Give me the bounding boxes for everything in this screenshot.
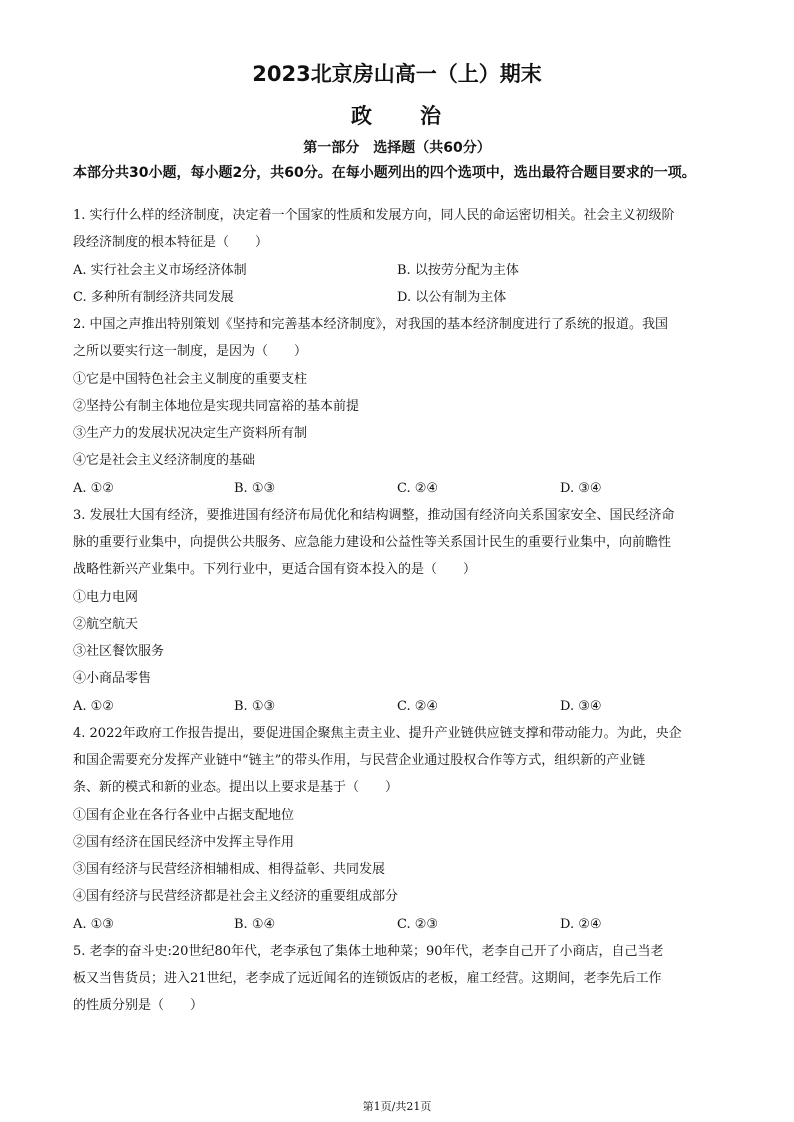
question-2-option-b: B. ①③ bbox=[234, 481, 276, 496]
question-3-line-2: 脉的重要行业集中，向提供公共服务、应急能力建设和公益性等关系国计民生的重要行业集中，向前瞻性 bbox=[73, 535, 672, 550]
question-3-option-a: A. ①② bbox=[73, 699, 114, 714]
question-2-option-c: C. ②④ bbox=[397, 481, 439, 496]
question-2-option-d: D. ③④ bbox=[560, 481, 602, 496]
question-1-option-b: B. 以按劳分配为主体 bbox=[397, 263, 519, 278]
question-4-option-a: A. ①③ bbox=[73, 917, 114, 932]
question-1-option-a: A. 实行社会主义市场经济体制 bbox=[73, 263, 247, 278]
question-4-line-1: 4. 2022年政府工作报告提出，要促进国企聚焦主责主业、提升产业链供应链支撑和带动能力。为此，央企 bbox=[73, 726, 682, 741]
question-1-option-d: D. 以公有制为主体 bbox=[397, 290, 507, 305]
question-4-line-2: 和国企需要充分发挥产业链中“链主”的带头作用，与民营企业通过股权合作等方式，组织新的产业链 bbox=[73, 753, 646, 768]
question-4-option-c: C. ②③ bbox=[397, 917, 439, 932]
question-3-line-3: 战略性新兴产业集中。下列行业中，更适合国有资本投入的是（ ） bbox=[73, 562, 477, 577]
question-1-line-1: 1. 实行什么样的经济制度，决定着一个国家的性质和发展方向，同人民的命运密切相关。社会主义初级阶 bbox=[73, 208, 675, 223]
question-4-option-b: B. ①④ bbox=[234, 917, 276, 932]
question-1-option-c: C. 多种所有制经济共同发展 bbox=[73, 290, 234, 305]
question-3-line-1: 3. 发展壮大国有经济，要推进国有经济布局优化和结构调整，推动国有经济向关系国家安全、国民经济命 bbox=[73, 508, 675, 523]
question-3-option-b: B. ①③ bbox=[234, 699, 276, 714]
question-2-line-1: 2. 中国之声推出特别策划《坚持和完善基本经济制度》，对我国的基本经济制度进行了系统的报道。我国 bbox=[73, 317, 669, 332]
question-5-line-3: 的性质分别是（ ） bbox=[73, 998, 204, 1013]
question-2-statement-1: ①它是中国特色社会主义制度的重要支柱 bbox=[73, 372, 308, 387]
question-3-option-c: C. ②④ bbox=[397, 699, 439, 714]
subject-title: 政 治 bbox=[351, 104, 443, 128]
question-1-line-2: 段经济制度的根本特征是（ ） bbox=[73, 235, 269, 250]
question-3-statement-3: ③社区餐饮服务 bbox=[73, 644, 165, 659]
question-2-option-a: A. ①② bbox=[73, 481, 114, 496]
question-4-statement-4: ④国有经济与民营经济都是社会主义经济的重要组成部分 bbox=[73, 889, 399, 904]
question-5-line-1: 5. 老李的奋斗史:20世纪80年代，老李承包了集体土地种菜；90年代，老李自己开了小商店，自己当老 bbox=[73, 944, 664, 959]
question-4-line-3: 条、新的模式和新的业态。提出以上要求是基于（ ） bbox=[73, 780, 399, 795]
question-3-option-d: D. ③④ bbox=[560, 699, 602, 714]
question-3-statement-1: ①电力电网 bbox=[73, 590, 139, 605]
question-2-statement-3: ③生产力的发展状况决定生产资料所有制 bbox=[73, 426, 308, 441]
question-2-statement-2: ②坚持公有制主体地位是实现共同富裕的基本前提 bbox=[73, 399, 360, 414]
question-2-statement-4: ④它是社会主义经济制度的基础 bbox=[73, 453, 256, 468]
exam-title: 2023北京房山高一（上）期末 bbox=[252, 62, 542, 86]
section-title: 第一部分 选择题（共60分） bbox=[303, 140, 491, 156]
question-4-statement-1: ①国有企业在各行各业中占据支配地位 bbox=[73, 808, 295, 823]
question-5-line-2: 板又当售货员；进入21世纪，老李成了远近闻名的连锁饭店的老板，雇工经营。这期间，老李先后工作 bbox=[73, 971, 662, 986]
question-4-option-d: D. ②④ bbox=[560, 917, 602, 932]
page-number: 第1页/共21页 bbox=[362, 1100, 432, 1113]
question-3-statement-4: ④小商品零售 bbox=[73, 671, 152, 686]
question-4-statement-3: ③国有经济与民营经济相辅相成、相得益彰、共同发展 bbox=[73, 862, 386, 877]
section-instructions: 本部分共30小题，每小题2分，共60分。在每小题列出的四个选项中，选出最符合题目要求的一项。 bbox=[73, 165, 696, 181]
question-2-line-2: 之所以要实行这一制度，是因为（ ） bbox=[73, 344, 308, 359]
question-3-statement-2: ②航空航天 bbox=[73, 617, 139, 632]
question-4-statement-2: ②国有经济在国民经济中发挥主导作用 bbox=[73, 835, 295, 850]
